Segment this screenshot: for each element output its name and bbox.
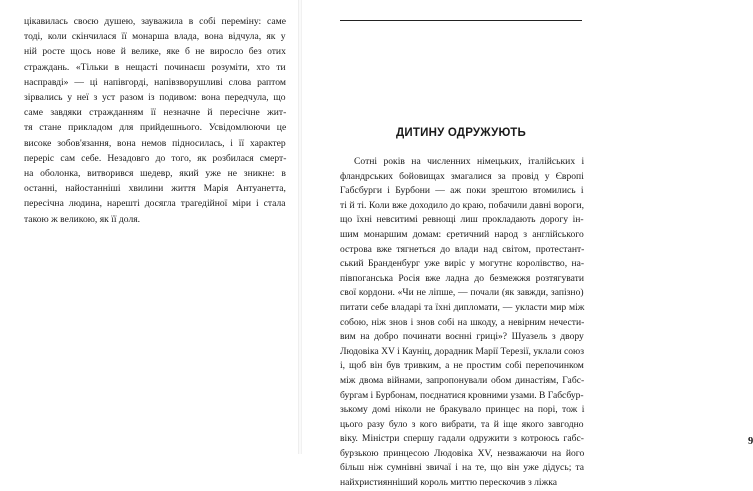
- left-text-line: тоді, коли скінчилася її монарша влада, вона відчула, як у: [24, 31, 286, 43]
- right-text-line: питати себе владарі та їхні дипломати, — укласти мир між: [340, 301, 585, 313]
- right-text-line: бургам і Бурбонам, поєднатися кровними узами. В Габсбур-: [340, 389, 584, 401]
- right-text-line: найхристиянніший король миттю перескочив з ліжка: [340, 477, 557, 489]
- left-text-line: пересічна людина, нарешті досягла трагедійної міри і стала: [24, 198, 286, 210]
- right-text-line: острова вже тягнеться до влади над світом, протестант-: [340, 243, 585, 255]
- page-number: 9: [748, 436, 753, 447]
- left-text-line: такою ж великою, як її доля.: [24, 213, 141, 225]
- header-rule: [340, 20, 582, 21]
- right-text-line: віку. Міністри спершу гадали одружити з котроюсь габс-: [340, 433, 584, 445]
- right-text-line: більш ніж сумнівні звичаї і на те, що він уже дідусь; та: [340, 462, 585, 474]
- right-text-line: Сотні років на численних німецьких, італійських і: [354, 156, 585, 167]
- right-text-line: що їхні невситимі ревнощі лиш прокладають дорогу ін-: [340, 214, 584, 226]
- right-text-line: півпоганська Росія вже ладна до безмежжя розтягувати: [340, 272, 584, 284]
- left-text-line: тя стане прикладом для прийдешнього. Усвідомлюючи це: [24, 122, 287, 134]
- right-text-line: Людовіка XV і Кауніц, дорадник Марії Терезії, уклали союз: [340, 345, 584, 357]
- left-text-line: саме завдяки стражданням її незначне й пересічне жит-: [24, 107, 287, 119]
- left-text-line: на оболонка, витворився шедевр, який уже не зникне: в: [24, 168, 286, 180]
- right-text-line: вим на добро починати воєнні гриці»? Шуазель з двору: [340, 331, 584, 343]
- right-text-line: бурзькою принцесою Людовіка XV, незважаючи на його: [340, 447, 585, 459]
- left-text-line: цікавилась своєю душею, зауважила в собі переміну: саме: [24, 16, 286, 27]
- left-page-text: [24, 14, 286, 227]
- left-page: [0, 0, 300, 454]
- right-text-line: між двома війнами, запропонували обом династіям, Габс-: [340, 374, 585, 386]
- chapter-title: ДИТИНУ ОДРУЖУЮТЬ: [396, 127, 526, 139]
- right-text-line: свої кордони. «Чи не ліпше, — почали (як завжди, запізно): [340, 287, 584, 299]
- left-text-line: ній росте щось нове й велике, яке б не виросло без отих: [24, 46, 286, 58]
- right-text-line: собою, ніж знов і знов собі на шкоду, а невірним нечести-: [340, 316, 585, 328]
- right-text-line: цього разу було з кого вибрати, та й іще якого завгодно: [340, 418, 584, 430]
- left-text-line: страждань. «Тільки в нещасті починаєш розуміти, хто ти: [24, 61, 286, 73]
- left-text-line: насправді» — ці напівгорді, напівзворушливі слова раптом: [24, 76, 286, 88]
- right-text-line: зькому домі ніколи не бракувало принцес на порі, тож і: [340, 404, 585, 416]
- right-page: [300, 0, 753, 489]
- right-text-line: фландрських бойовищах змагалися за провід у Європі: [340, 170, 584, 182]
- left-text-line: зірвались у неї з уст разом із подивом: вона передчула, що: [24, 92, 286, 104]
- left-text-line: переріс сам себе. Незадовго до того, як розбилася смерт-: [24, 152, 287, 164]
- right-page-text: [340, 155, 584, 491]
- right-text-line: Габсбурги і Бурбони — аж поки зрештою втомились і: [340, 185, 584, 197]
- left-text-line: високе зобов'язання, вона немов підносилась, і її характер: [24, 137, 286, 149]
- right-text-line: і, щоб він був тривким, а не простим собі перепочинком: [340, 360, 584, 372]
- right-text-line: ський Бранденбург уже виріс у могутнє королівство, на-: [340, 258, 585, 270]
- right-text-line: шим монаршим домам: єретичний народ з англійського: [340, 228, 584, 240]
- right-text-line: ті й ті. Коли вже доходило до краю, побачили давні вороги,: [340, 199, 585, 211]
- left-text-line: останні, найостанніші хвилини життя Марія Антуанетта,: [24, 183, 286, 195]
